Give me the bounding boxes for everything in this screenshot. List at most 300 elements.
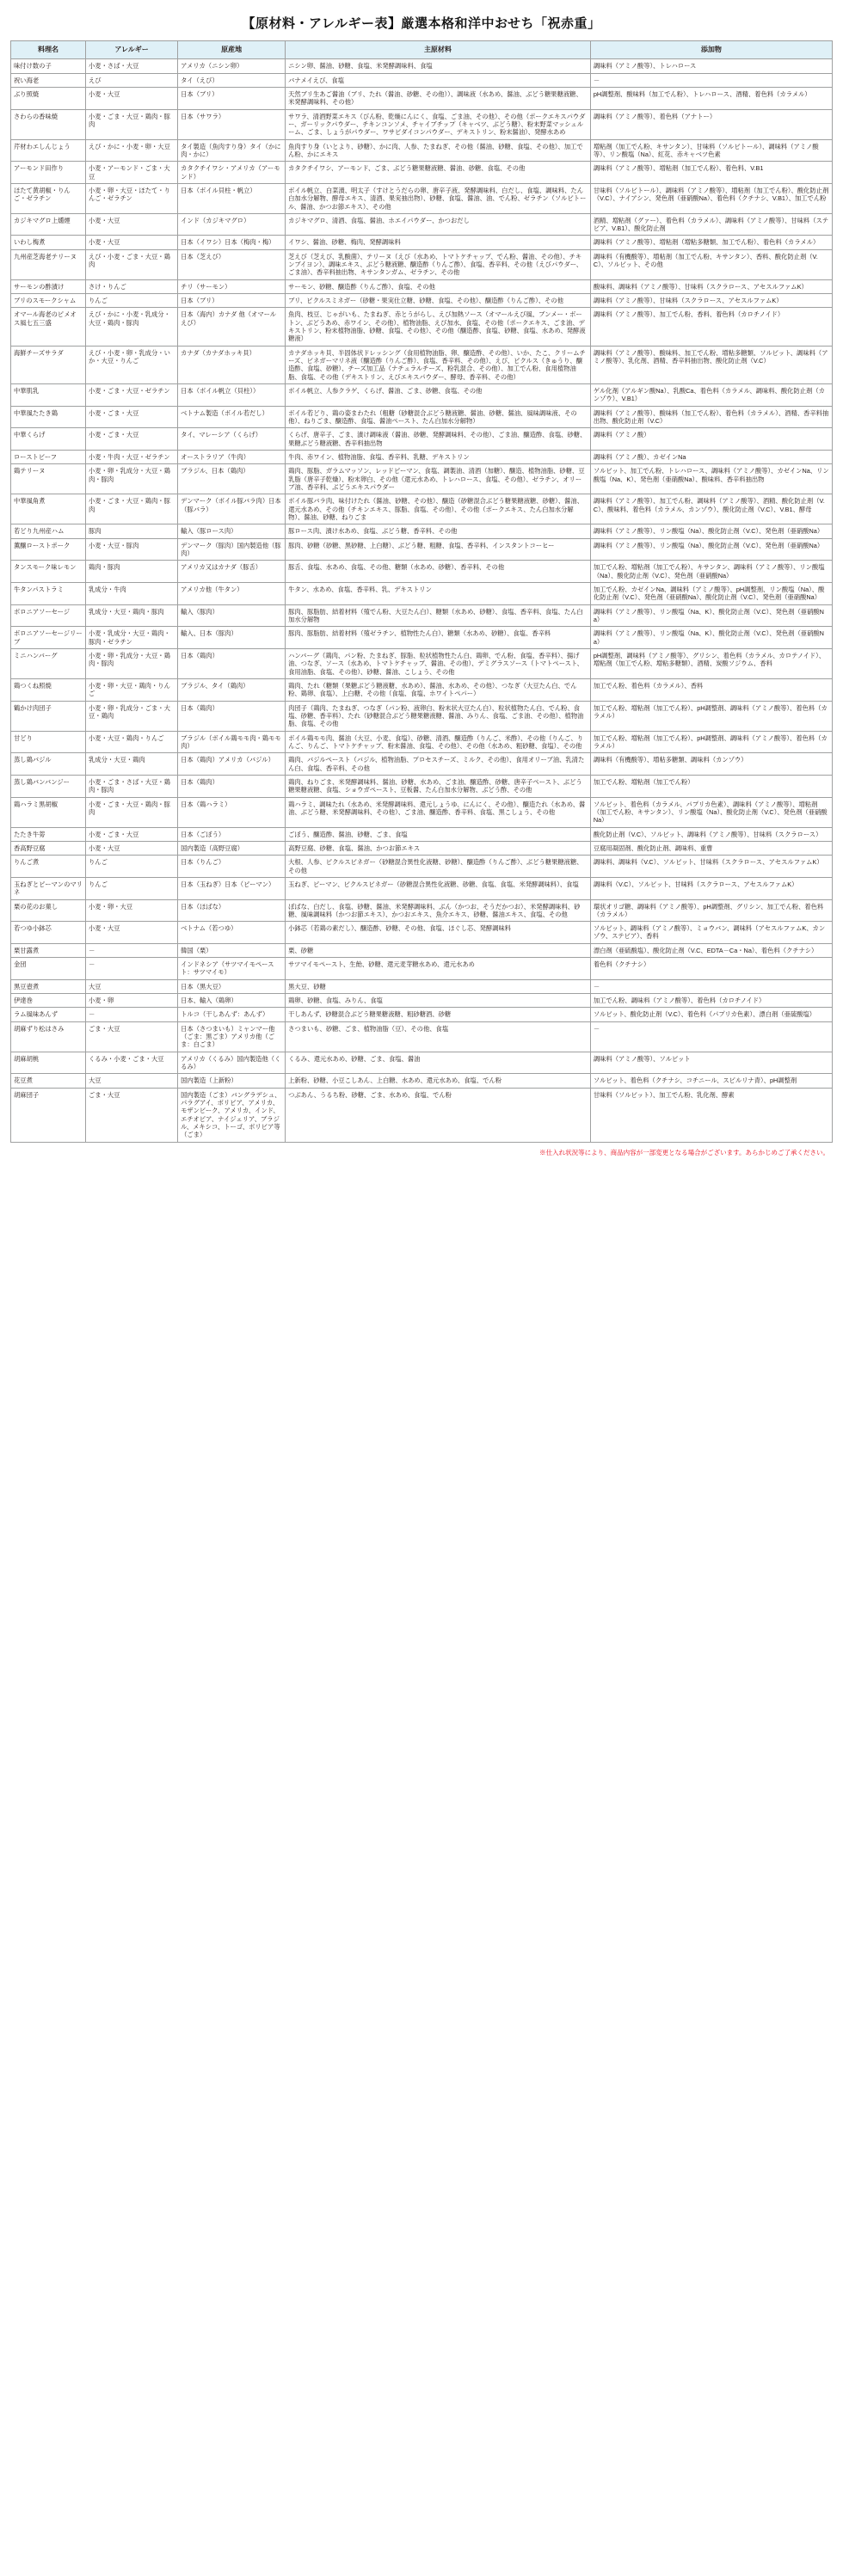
cell-allergy: 小麦・ごま・大豆・ゼラチン <box>86 384 178 407</box>
cell-allergy: りんご <box>86 856 178 878</box>
cell-main-ingredients: 鶏肉、バジルペースト（バジル、植物油脂、プロセスチーズ、ミルク、その他）、食用オリーブ油、乳清たん白、食塩、香辛料、その他 <box>286 753 591 776</box>
cell-origin: タイ、マレーシア（くらげ） <box>178 428 286 451</box>
table-row <box>11 1088 833 1142</box>
cell-main-ingredients: 牛肉、赤ワイン、植物油脂、食塩、香辛料、乳糖、デキストリン <box>286 451 591 464</box>
table-row <box>11 841 833 855</box>
cell-allergy: 小麦・大豆 <box>86 87 178 109</box>
cell-additives: ソルビット、調味料（アミノ酸等）、ミョウバン、調味料（アセスルファムK、カンゾウ、ステビア）、香料 <box>590 922 832 944</box>
cell-origin: 日本（りんご） <box>178 856 286 878</box>
cell-dish-name: 鶴かけ肉団子 <box>11 701 86 731</box>
table-row <box>11 384 833 407</box>
cell-origin: ベトナム製造（ボイル若だし） <box>178 406 286 428</box>
table-row <box>11 279 833 293</box>
cell-additives: 着色料（クチナシ） <box>590 958 832 980</box>
cell-additives: 調味料（有機酸等）、増粘多糖類、調味料（カンゾウ） <box>590 753 832 776</box>
cell-allergy: 小麦・ごま・大豆 <box>86 428 178 451</box>
footnote: ※仕入れ状況等により、商品内容が一部変更となる場合がございます。あらかじめご了承ください。 <box>539 1148 829 1156</box>
cell-additives: 調味料（アミノ酸） <box>590 428 832 451</box>
cell-additives: ソルビット、着色料（カラメル、パプリカ色素）、調味料（アミノ酸等）、増粘剤（加工でん粉、キサンタン）、リン酸塩（Na）、酸化防止剤（V.C）、発色剤（亜硝酸Na） <box>590 797 832 827</box>
cell-main-ingredients: くるみ、還元水あめ、砂糖、ごま、食塩、醤油 <box>286 1052 591 1074</box>
cell-main-ingredients: 黒大豆、砂糖 <box>286 979 591 993</box>
cell-additives: 加工でん粉、着色料（カラメル）、香料 <box>590 678 832 701</box>
table-header <box>11 41 833 59</box>
table-row <box>11 428 833 451</box>
cell-main-ingredients: ニシン卵、醤油、砂糖、食塩、米発酵調味料、食塩 <box>286 59 591 73</box>
cell-additives: 豆腐用凝固剤、酸化防止剤、調味料、重曹 <box>590 841 832 855</box>
table-row <box>11 943 833 957</box>
cell-additives: 加工でん粉、増粘剤（加工でん粉）、pH調整剤、調味料（アミノ酸等）、着色料（カラメル） <box>590 731 832 753</box>
cell-origin: 国内製造（高野豆腐） <box>178 841 286 855</box>
table-row <box>11 627 833 649</box>
cell-additives: 調味料（アミノ酸等）、リン酸塩（Na）、酸化防止剤（V.C）、発色剤（亜硝酸Na） <box>590 538 832 561</box>
cell-additives: pH調整剤、酸味料（加工でん粉）、トレハロース、酒精、着色料（カラメル） <box>590 87 832 109</box>
cell-additives: 加工でん粉、増粘剤（加工でん粉）、pH調整剤、調味料（アミノ酸等）、着色料（カラメル） <box>590 701 832 731</box>
cell-allergy: 豚肉 <box>86 524 178 538</box>
cell-origin: デンマーク（豚肉）国内製造他（豚肉） <box>178 538 286 561</box>
cell-main-ingredients: 天然ブリ生あご醤油（ブリ、たれ（醤油、砂糖、その他））、調味液（水あめ、醤油、ぶどう糖果糖液糖、米発酵調味料、その他） <box>286 87 591 109</box>
cell-dish-name: タンスモーク味レモン <box>11 561 86 583</box>
cell-allergy: － <box>86 958 178 980</box>
cell-origin: ブラジル（ボイル鶏モモ肉・鶏モモ肉） <box>178 731 286 753</box>
cell-origin: トルコ（干しあんず：あんず） <box>178 1008 286 1021</box>
cell-dish-name: 蒸し鶏バンバンジー <box>11 775 86 797</box>
cell-main-ingredients: イワシ、醤油、砂糖、梅肉、発酵調味料 <box>286 236 591 249</box>
cell-origin: 日本（鶏肉） <box>178 701 286 731</box>
table-row <box>11 604 833 627</box>
cell-additives: 漂白剤（亜硫酸塩）、酸化防止剤（V.C、EDTA－Ca・Na）、着色料（クチナシ） <box>590 943 832 957</box>
cell-main-ingredients: 鶏肉、豚脂、ガラムマッソン、レッドピーマン、食塩、調製油、清酒（加糖）、醸造、植物油脂、砂糖、豆乳脂（唐辛子乾燥）、粉末卵白、その他（還元水あめ、トレハロース、食塩、その他）、ゼラチン、オリーブ油、香辛料、ぶどうエキスパウダー <box>286 464 591 494</box>
cell-dish-name: サーモンの酢漬け <box>11 279 86 293</box>
cell-additives: 調味料（アミノ酸等）、増粘剤（加工でん粉）、着色料、V.B1 <box>590 162 832 184</box>
cell-main-ingredients: 鶏肉、ねりごま、米発酵調味料、醤油、砂糖、水あめ、ごま油、醸造酢、砂糖、唐辛子ペースト、ぶどう糖果糖液糖、食塩、ショウガペースト、豆板醤、たん白加水分解物、ぶどう酢、その他 <box>286 775 591 797</box>
cell-additives: 調味料（アミノ酸等）、甘味料（スクラロース、アセスルファムK） <box>590 294 832 308</box>
column-header-dish: 料理名 <box>11 41 86 59</box>
table-row <box>11 406 833 428</box>
cell-main-ingredients: 豚肉、豚脂肪、結着材料（殖ゼラチン、植物性たん白）、糖類（水あめ、砂糖）、食塩、香辛料 <box>286 627 591 649</box>
cell-additives: 加工でん粉、増粘剤（加工でん粉）、キサンタン、調味料（アミノ酸等）、リン酸塩（Na）、酸化防止剤（V.C）、発色剤（亜硝酸Na） <box>590 561 832 583</box>
cell-additives: 甘味料（ソルビトール）、調味料（アミノ酸等）、増粘剤（加工でん粉）、酸化防止剤（V.C）、ナイアシン、発色剤（亜硝酸Na）、着色料（クチナシ、V.B1）、加工でん粉 <box>590 183 832 213</box>
cell-additives: － <box>590 979 832 993</box>
cell-origin: 日本（鶏肉）アメリカ（バジル） <box>178 753 286 776</box>
table-row <box>11 1021 833 1052</box>
cell-origin: インド（カジキマグロ） <box>178 213 286 236</box>
cell-allergy: えび・かに・小麦・卵・大豆 <box>86 139 178 162</box>
cell-additives: 調味料（アミノ酸等）、加工でん粉、調味料（アミノ酸等）、酒精、酸化防止剤（V.C）、酸味料、着色料（カラメル、カンゾウ）、酸化防止剤（V.C）、V.B1、酵母 <box>590 494 832 524</box>
cell-allergy: 小麦・卵・大豆 <box>86 899 178 922</box>
cell-main-ingredients: ボイル豚バラ肉、味付けたれ（醤油、砂糖、その他）、醸造（砂糖混合ぶどう糖果糖液糖、砂糖）、醤油、還元水あめ、その他（チキンエキス、豚脂、食塩、その他）、その他（ポークエキス、たん白加水分解物）、醤油、砂糖、ねりごま <box>286 494 591 524</box>
cell-allergy: えび <box>86 73 178 87</box>
cell-additives: 調味料（アミノ酸等）、着色料（アナトー） <box>590 109 832 139</box>
cell-origin: 日本（黒大豆） <box>178 979 286 993</box>
cell-origin: 日本（鶏肉） <box>178 775 286 797</box>
table-row <box>11 236 833 249</box>
cell-allergy: 小麦・卵・乳成分・ごま・大豆・鶏肉 <box>86 701 178 731</box>
cell-dish-name: カジキマグロ上燻煙 <box>11 213 86 236</box>
cell-dish-name: 胡麻胡桃 <box>11 1052 86 1074</box>
table-row <box>11 731 833 753</box>
cell-additives: 甘味料（ソルビット）、加工でん粉、乳化剤、酵素 <box>590 1088 832 1142</box>
cell-origin: 日本、輸入（鶏卵） <box>178 994 286 1008</box>
cell-origin: 国内製造（ごま）バングラデシュ、パラグアイ、ボリビア、アメリカ、モザンビーク、アメリカ、インド、エチオピア、ナイジェリア、ブラジル、メキシコ、トーゴ、ボリビア等（ごま） <box>178 1088 286 1142</box>
cell-allergy: 小麦・大豆 <box>86 236 178 249</box>
cell-allergy: 小麦・ごま・大豆・鶏肉・豚肉 <box>86 494 178 524</box>
table-row <box>11 494 833 524</box>
table-row <box>11 856 833 878</box>
cell-main-ingredients: カジキマグロ、清酒、食塩、醤油、ホエイパウダー、かつおだし <box>286 213 591 236</box>
cell-origin: 日本（鶏ハラミ） <box>178 797 286 827</box>
cell-additives: 酸化防止剤（V.C）、ソルビット、調味料（アミノ酸等）、甘味料（スクラロース） <box>590 827 832 841</box>
cell-origin: 韓国（栗） <box>178 943 286 957</box>
cell-additives: 酒精、増粘剤（グァー）、着色料（カラメル）、調味料（アミノ酸等）、甘味料（ステビア、V.B1）、酸化防止剤 <box>590 213 832 236</box>
cell-allergy: 小麦・ごま・大豆 <box>86 827 178 841</box>
cell-additives: 調味料（アミノ酸等）、リン酸塩（Na、K）、酸化防止剤（V.C）、発色剤（亜硝酸Na） <box>590 627 832 649</box>
cell-main-ingredients: 魚肉、枝豆、じゃがいも、たまねぎ、赤とうがらし、えび加熱ソース（オマールえび風、ブンメー・ボートン、ぶどうあめ、赤ワイン、その他）、植物油脂、えび加水、食塩、その他（ポークエキス、ごま油、デキストリン、粉末植物油脂、砂糖、食塩、その他）、その他（醸造酢、食塩、砂糖、食塩、水あめ、発酵液糖液） <box>286 308 591 346</box>
cell-dish-name: 九州産芝海老テリーヌ <box>11 249 86 279</box>
cell-allergy: 小麦・さば・大豆 <box>86 59 178 73</box>
cell-dish-name: ラム風味あんず <box>11 1008 86 1021</box>
cell-dish-name: 祝い海老 <box>11 73 86 87</box>
cell-allergy: 乳成分・牛肉 <box>86 582 178 604</box>
column-header-origin: 原産地 <box>178 41 286 59</box>
cell-additives: 調味料（アミノ酸等）、リン酸塩（Na、K）、酸化防止剤（V.C）、発色剤（亜硝酸Na） <box>590 604 832 627</box>
cell-dish-name: ローストビーフ <box>11 451 86 464</box>
cell-origin: タイ（えび） <box>178 73 286 87</box>
table-row <box>11 346 833 383</box>
cell-main-ingredients: 肉団子（鶏肉、たまねぎ、つなぎ（パン粉、液卵白、粉末状大豆たん白）、粒状植物たん白、でん粉、食塩、砂糖、香辛料）、たれ（砂糖混合ぶどう糖果糖液糖、醤油、みりん、食塩、ごま油、その他）、植物油脂、食塩、その他 <box>286 701 591 731</box>
cell-main-ingredients: 鶏卵、砂糖、食塩、みりん、食塩 <box>286 994 591 1008</box>
cell-dish-name: ぶり照焼 <box>11 87 86 109</box>
cell-additives: ソルビット、着色料（クチナシ、コチニール、スピルリナ青）、pH調整剤 <box>590 1074 832 1088</box>
table-row <box>11 922 833 944</box>
cell-origin: インドネシア（サツマイモペースト：サツマイモ） <box>178 958 286 980</box>
cell-main-ingredients: 豚肉、砂糖（砂糖、黒砂糖、上白糖）、ぶどう糖、粗糖、食塩、香辛料、インスタントコーヒー <box>286 538 591 561</box>
cell-dish-name: 中華風たたき鶏 <box>11 406 86 428</box>
cell-main-ingredients: 豚ロース肉、漬け水あめ、食塩、ぶどう糖、香辛料、その他 <box>286 524 591 538</box>
cell-origin: 日本（ブリ） <box>178 294 286 308</box>
table-row <box>11 538 833 561</box>
cell-additives: 調味料（アミノ酸等）、酸味料、加工でん粉、増粘多糖類、ソルビット、調味料（アミノ酸等）、乳化剤、酒精、香辛料抽出物、酸化防止剤（V.C） <box>590 346 832 383</box>
cell-additives: 調味料（アミノ酸）、カゼインNa <box>590 451 832 464</box>
cell-main-ingredients: サワラ、清酒野菜エキス（びん粉、乾燥にんにく、食塩、ごま油、その他）、その他（ポークエキスパウダー、ガーリックパウダー、チキンコンソメ、チャイブチップ（キャベツ、ぶどう糖）、粉末野菜マッシュルーム、ごま、しょうがパウダー、ワサビダイコンパウダー、デキストリン、粉末醤油）、発酵水あめ <box>286 109 591 139</box>
table-row <box>11 582 833 604</box>
cell-dish-name: 玉ねぎとピーマンのマリネ <box>11 877 86 899</box>
cell-allergy: － <box>86 943 178 957</box>
cell-origin: 日本（ボイル貝柱・帆立） <box>178 183 286 213</box>
cell-main-ingredients: カタクチイワシ、アーモンド、ごま、ぶどう糖果糖液糖、醤油、砂糖、食塩、その他 <box>286 162 591 184</box>
cell-main-ingredients: くらげ、唐辛子、ごま、漬け調味液（醤油、砂糖、発酵調味料、その他）、ごま油、醸造酢、食塩、砂糖、果糖ぶどう糖液糖、香辛料抽出物 <box>286 428 591 451</box>
table-row <box>11 294 833 308</box>
table-row <box>11 464 833 494</box>
cell-additives: 環状オリゴ糖、調味料（アミノ酸等）、pH調整剤、グリシン、加工でん粉、着色料（カラメル） <box>590 899 832 922</box>
cell-allergy: えび・かに・小麦・乳成分・大豆・鶏肉・豚肉 <box>86 308 178 346</box>
cell-allergy: 小麦・ごま・大豆・鶏肉・豚肉 <box>86 797 178 827</box>
cell-allergy: 小麦・大豆 <box>86 213 178 236</box>
cell-origin: カナダ（カナダホッキ貝） <box>178 346 286 383</box>
table-row <box>11 775 833 797</box>
cell-origin: 輸入、日本（豚肉） <box>178 627 286 649</box>
cell-dish-name: 海鮮チーズサラダ <box>11 346 86 383</box>
table-row <box>11 1008 833 1021</box>
cell-allergy: くるみ・小麦・ごま・大豆 <box>86 1052 178 1074</box>
cell-origin: タイ製造（魚肉すり身）タイ（かに肉・かに） <box>178 139 286 162</box>
cell-origin: アメリカ他（牛タン） <box>178 582 286 604</box>
cell-main-ingredients: さつまいも、砂糖、ごま、植物油脂（豆）、その他、食塩 <box>286 1021 591 1052</box>
cell-allergy: さけ・りんご <box>86 279 178 293</box>
table-row <box>11 827 833 841</box>
column-header-main-ingredients: 主原材料 <box>286 41 591 59</box>
table-row <box>11 524 833 538</box>
cell-origin: 日本（芝えび） <box>178 249 286 279</box>
cell-dish-name: 芹材わエしんじょう <box>11 139 86 162</box>
cell-dish-name: 鶏つくね照焼 <box>11 678 86 701</box>
cell-dish-name: 薫醸ローストポーク <box>11 538 86 561</box>
table-row <box>11 753 833 776</box>
cell-dish-name: たたき牛蒡 <box>11 827 86 841</box>
cell-allergy: えび・小麦・卵・乳成分・いか・大豆・りんご <box>86 346 178 383</box>
cell-allergy: 小麦・大豆・豚肉 <box>86 538 178 561</box>
cell-additives: 調味料（アミノ酸等）、ソルビット <box>590 1052 832 1074</box>
cell-main-ingredients: 玉ねぎ、ピーマン、ビクルスビネガー（砂糖混合異性化液糖、砂糖、食塩、食塩、米発酵調味料）、食塩 <box>286 877 591 899</box>
table-row <box>11 678 833 701</box>
cell-main-ingredients: 牛タン、水あめ、食塩、香辛料、乳、デキストリン <box>286 582 591 604</box>
table-row <box>11 109 833 139</box>
cell-additives: 加工でん粉、増粘剤（加工でん粉） <box>590 775 832 797</box>
cell-origin: デンマーク（ボイル豚バラ肉）日本（豚バラ） <box>178 494 286 524</box>
cell-origin: オーストラリア（牛肉） <box>178 451 286 464</box>
cell-additives: 加工でん粉、調味料（アミノ酸等）、着色料（カロチノイド） <box>590 994 832 1008</box>
cell-main-ingredients: 鶏ハラミ、調味たれ（水あめ、米発酵調味料、還元しょうゆ、にんにく、その他）、醸造たれ（水あめ、醤油、ぶどう糖、米発酵調味料、その他）、ごま油、醸造酢、香辛料、食塩、黒こしょう、その他 <box>286 797 591 827</box>
table-row <box>11 648 833 678</box>
table-body <box>11 59 833 1142</box>
cell-allergy: 大豆 <box>86 1074 178 1088</box>
allergy-table <box>10 40 833 1143</box>
cell-main-ingredients: 栗、砂糖 <box>286 943 591 957</box>
cell-allergy: 小麦・大豆 <box>86 922 178 944</box>
cell-main-ingredients: 鶏肉、たれ（糖類（果糖ぶどう糖液糖、水あめ）、醤油、水あめ、その他）、つなぎ（大豆たん白、でん粉、鶏卵、食塩）、上白糖、その他（食塩、食塩、ホワイトペパー） <box>286 678 591 701</box>
table-row <box>11 308 833 346</box>
cell-dish-name: 黒豆壺煮 <box>11 979 86 993</box>
cell-allergy: 小麦・卵・乳成分・大豆・鶏肉・豚肉 <box>86 464 178 494</box>
cell-main-ingredients: ブリ、ピクルスミネガー（砂糖・果実仕立糖、砂糖、食塩、その他）、醸造酢（りんご酢）、その他 <box>286 294 591 308</box>
cell-allergy: りんご <box>86 877 178 899</box>
cell-main-ingredients: ボイル若どり、鶏の姿まわたれ（粗糖（砂糖混合ぶどう糖液糖、醤油、砂糖、醤油、風味調味液、その他）、ねりごま、醸造酢、食塩、醤油ペースト、たん白加水分解物） <box>286 406 591 428</box>
cell-additives: 調味料（アミノ酸等）、リン酸塩（Na）、酸化防止剤（V.C）、発色剤（亜硝酸Na） <box>590 524 832 538</box>
table-row <box>11 561 833 583</box>
cell-additives: － <box>590 73 832 87</box>
cell-main-ingredients: ボイル鶏モモ肉、醤油（大豆、小麦、食塩）、砂糖、清酒、醸造酢（りんご、米酢）、その他（りんご、りんご、りんご、トマトケチャップ、粉末醤油、食塩、その他）、その他（水あめ、粗砂糖、食塩）、その他 <box>286 731 591 753</box>
table-row <box>11 958 833 980</box>
cell-main-ingredients: カナダホッキ貝、半固体状ドレッシング（食用植物油脂、卵、醸造酢、その他）、いか、たこ、クリームチーズ、ビネガーマリネ液（醸造酢（りんご酢）、食塩、香辛料、その他）、えび、ピクルス（きゅうり、醸造酢、食塩、砂糖）、チーズ加工品（ナチュラルチーズ、粉乳混合、その他）、加工でん粉、食用植物油脂、食塩、その他（デキストリン、えびエキスパウダー、酵母、香辛料、その他） <box>286 346 591 383</box>
cell-main-ingredients: サツマイモペースト、生飴、砂糖、還元麦芽糖水あめ、還元水あめ <box>286 958 591 980</box>
cell-allergy: 小麦・ごま・さば・大豆・鶏肉・豚肉 <box>86 775 178 797</box>
cell-origin: 日本（鶏肉） <box>178 648 286 678</box>
column-header-allergy: アレルギー <box>86 41 178 59</box>
cell-allergy: 小麦・卵・大豆・ほたて・りんご・ゼラチン <box>86 183 178 213</box>
table-row <box>11 183 833 213</box>
cell-dish-name: 味付け数の子 <box>11 59 86 73</box>
cell-allergy: 小麦・卵・大豆・鶏肉・りんご <box>86 678 178 701</box>
cell-main-ingredients: 高野豆腐、砂糖、食塩、醤油、かつお節エキス <box>286 841 591 855</box>
table-header-row <box>11 41 833 59</box>
cell-main-ingredients: バナメイえび、食塩 <box>286 73 591 87</box>
cell-allergy: 小麦・乳成分・大豆・鶏肉・豚肉・ゼラチン <box>86 627 178 649</box>
cell-main-ingredients: 魚肉すり身（いとより、砂糖）、かに肉、人参、たまねぎ、その他（醤油、砂糖、食塩、その他）、加工でん粉、かにエキス <box>286 139 591 162</box>
table-row <box>11 1074 833 1088</box>
cell-additives: 増粘剤（加工でん粉、キサンタン）、甘味料（ソルビトール）、調味料（アミノ酸等）、リン酸塩（Na）、紅花、赤キャベツ色素 <box>590 139 832 162</box>
cell-additives: 調味料（アミノ酸等）、トレハロース <box>590 59 832 73</box>
cell-additives: － <box>590 1021 832 1052</box>
cell-dish-name: 中華くらげ <box>11 428 86 451</box>
cell-allergy: ごま・大豆 <box>86 1021 178 1052</box>
cell-main-ingredients: ボイル帆立、白菜漬、明太子（すけとうだらの卵、唐辛子液、発酵調味料、白だし、食塩、調味料、たん白加水分解物、酵母エキス、清酒、果実抽出物）、砂糖、食塩、醤油、油、でん粉、ゼラチン（ソルビトール、醤油、かつお節エキス）、その他 <box>286 183 591 213</box>
cell-additives: 加工でん粉、カゼインNa、調味料（アミノ酸等）、pH調整剤、リン酸塩（Na）、酸化防止剤（V.C）、発色剤（亜硝酸Na）、酸化防止剤（V.C）、発色剤（亜硝酸Na） <box>590 582 832 604</box>
table-row <box>11 877 833 899</box>
column-header-additives: 添加物 <box>590 41 832 59</box>
cell-origin: チリ（サーモン） <box>178 279 286 293</box>
cell-allergy: 乳成分・大豆・鶏肉・豚肉 <box>86 604 178 627</box>
cell-origin: 日本（さつまいも）ミャンマー他（ごま：黒ごま）アメリカ他（ごま：白ごま） <box>178 1021 286 1052</box>
cell-additives: ソルビット、酸化防止剤（V.C）、着色料（パプリカ色素）、漂白剤（亜硫酸塩） <box>590 1008 832 1021</box>
cell-origin: 輸入（豚肉） <box>178 604 286 627</box>
cell-origin: 日本（ごぼう） <box>178 827 286 841</box>
cell-origin: アメリカ又はカナダ（豚舌） <box>178 561 286 583</box>
table-row <box>11 162 833 184</box>
cell-allergy: 小麦・卵 <box>86 994 178 1008</box>
cell-dish-name: 鶏テリーヌ <box>11 464 86 494</box>
cell-main-ingredients: つぶあん、うるち粉、砂糖、ごま、水あめ、食塩、でん粉 <box>286 1088 591 1142</box>
cell-origin: 日本（ブリ） <box>178 87 286 109</box>
cell-dish-name: 花豆煮 <box>11 1074 86 1088</box>
table-row <box>11 1052 833 1074</box>
cell-allergy: 小麦・大豆 <box>86 841 178 855</box>
table-row <box>11 213 833 236</box>
cell-main-ingredients: サーモン、砂糖、醸造酢（りんご酢）、食塩、その他 <box>286 279 591 293</box>
table-row <box>11 87 833 109</box>
cell-dish-name: オマール海老のピメオス風七五三盛 <box>11 308 86 346</box>
cell-dish-name: 伊達巻 <box>11 994 86 1008</box>
cell-dish-name: ボロニアソーセージリーブ <box>11 627 86 649</box>
cell-dish-name: 胡麻ずり松はさみ <box>11 1021 86 1052</box>
cell-dish-name: 若つゆ小鉢芯 <box>11 922 86 944</box>
cell-additives: 調味料（アミノ酸等）、酸味料（加工でん粉）、着色料（カラメル）、酒精、香辛料抽出物、酸化防止剤（V.C） <box>590 406 832 428</box>
cell-dish-name: りんご煮 <box>11 856 86 878</box>
allergy-table-page <box>0 0 843 1162</box>
cell-dish-name: ボロニアソーセージ <box>11 604 86 627</box>
cell-allergy: ごま・大豆 <box>86 1088 178 1142</box>
cell-additives: 調味料（有機酸等）、増粘剤（加工でん粉、キサンタン）、香料、酸化防止剤（V.C）、ソルビット、その他 <box>590 249 832 279</box>
cell-allergy: 乳成分・大豆・鶏肉 <box>86 753 178 776</box>
table-row <box>11 249 833 279</box>
cell-dish-name: 中華肌乳 <box>11 384 86 407</box>
table-row <box>11 59 833 73</box>
cell-main-ingredients: 大根、人参、ピクルスビネガー（砂糖混合異性化液糖、砂糖）、醸造酢（りんご酢）、ぶどう糖果糖液糖、その他 <box>286 856 591 878</box>
cell-origin: アメリカ（くるみ）国内製造他（くるみ） <box>178 1052 286 1074</box>
cell-main-ingredients: 豚肉、豚脂肪、結着材料（殖でん粉、大豆たん白）、糖類（水あめ、砂糖）、食塩、香辛料、食塩、たん白加水分解物 <box>286 604 591 627</box>
cell-origin: 日本（ほばな） <box>178 899 286 922</box>
cell-allergy: 小麦・牛肉・大豆・ゼラチン <box>86 451 178 464</box>
cell-dish-name: 若どり九州産ハム <box>11 524 86 538</box>
cell-dish-name: さわらの香味焼 <box>11 109 86 139</box>
cell-allergy: 小麦・大豆・鶏肉・りんご <box>86 731 178 753</box>
cell-origin: 日本（海内）カナダ 他（オマール えび） <box>178 308 286 346</box>
cell-allergy: 小麦・ごま・大豆・鶏肉・豚肉 <box>86 109 178 139</box>
cell-main-ingredients: 上新粉、砂糖、小豆こしあん、上白糖、水あめ、還元水あめ、食塩、でん粉 <box>286 1074 591 1088</box>
cell-allergy: 鶏肉・豚肉 <box>86 561 178 583</box>
cell-allergy: 小麦・卵・乳成分・大豆・鶏肉・豚肉 <box>86 648 178 678</box>
cell-main-ingredients: ボイル帆立、人参クラゲ、くらげ、醤油、ごま、砂糖、食塩、その他 <box>286 384 591 407</box>
table-row <box>11 701 833 731</box>
cell-allergy: 大豆 <box>86 979 178 993</box>
cell-dish-name: 中華風角煮 <box>11 494 86 524</box>
cell-additives: pH調整剤、調味料（アミノ酸等）、グリシン、着色料（カラメル、カロテノイド）、増粘剤（加工でん粉、増粘多糖類）、酒精、炭酸ソジウム、香料 <box>590 648 832 678</box>
cell-main-ingredients: ごぼう、醸造酢、醤油、砂糖、ごま、食塩 <box>286 827 591 841</box>
cell-additives: 調味料（アミノ酸等）、増粘剤（増粘多糖類、加工でん粉）、着色料（カラメル） <box>590 236 832 249</box>
cell-dish-name: 香高野豆腐 <box>11 841 86 855</box>
table-row <box>11 139 833 162</box>
cell-allergy: えび・小麦・ごま・大豆・鶏肉 <box>86 249 178 279</box>
cell-dish-name: 胡麻団子 <box>11 1088 86 1142</box>
cell-additives: ゲル化剤（アルギン酸Na）、乳酸Ca、着色料（カラメル、調味料、酸化防止剤（カンゾウ）、V.B1） <box>590 384 832 407</box>
page-title: 【原材料・アレルギー表】厳選本格和洋中おせち「祝赤重」 <box>242 16 601 31</box>
cell-dish-name: 甘どり <box>11 731 86 753</box>
cell-allergy: りんご <box>86 294 178 308</box>
cell-allergy: － <box>86 1008 178 1021</box>
cell-main-ingredients: ぼばな、白だし、食塩、砂糖、醤油、米発酵調味料、ぶん（かつお、そうだかつお）、米発酵調味料、砂糖、風味調味料（かつお節エキス）、かつおエキス、魚介エキス、砂糖、醤油エキス、食塩、その他 <box>286 899 591 922</box>
cell-origin: ブラジル、タイ（鶏肉） <box>178 678 286 701</box>
cell-dish-name: ミニハンバーグ <box>11 648 86 678</box>
cell-origin: 日本（イワシ）日本（梅肉・梅） <box>178 236 286 249</box>
cell-additives: 酸味料、調味料（アミノ酸等）、甘味料（スクラロース、アセスルファムK） <box>590 279 832 293</box>
cell-main-ingredients: 芝えび（芝えび、乳酸菌）、テリーヌ（えび（水あめ、トマトケチャップ、でん粉、醤油、その他）、チキンブイヨン）、調味エキス、ぶどう糖液糖、醸造酢（りんご酢）、食塩、香辛料、その他（えびパウダー、ごま油）、香辛料抽出物、キサンタンガム、ゼラチン、その他 <box>286 249 591 279</box>
cell-dish-name: 蒸し鶏バジル <box>11 753 86 776</box>
cell-main-ingredients: ハンバーグ（鶏肉、パン粉、たまねぎ、豚脂、粒状植物性たん白、鶏卵、でん粉、食塩、香辛料）、揚げ油、つなぎ、ソース（水あめ、トマトケチャップ、醤油、その他）、デミグラスソース（トマトペースト、食用油脂、食塩、その他）、砂糖、醤油、こしょう、その他 <box>286 648 591 678</box>
cell-dish-name: ほたて黄胡椒・りんご・ゼラチン <box>11 183 86 213</box>
table-row <box>11 979 833 993</box>
cell-dish-name: 栗甘露煮 <box>11 943 86 957</box>
cell-origin: ブラジル、日本（鶏肉） <box>178 464 286 494</box>
cell-origin: 日本（玉ねぎ）日本（ピーマン） <box>178 877 286 899</box>
table-row <box>11 899 833 922</box>
cell-origin: アメリカ（ニシン卵） <box>178 59 286 73</box>
cell-dish-name: いわし梅煮 <box>11 236 86 249</box>
cell-origin: 輸入（豚ロース肉） <box>178 524 286 538</box>
table-row <box>11 451 833 464</box>
cell-origin: 日本（サワラ） <box>178 109 286 139</box>
table-row <box>11 797 833 827</box>
cell-dish-name: 栗の花のお菓し <box>11 899 86 922</box>
cell-origin: ベトナム（若つゆ） <box>178 922 286 944</box>
cell-origin: 国内製造（上新粉） <box>178 1074 286 1088</box>
cell-dish-name: 金団 <box>11 958 86 980</box>
cell-main-ingredients: 干しあんず、砂糖混合ぶどう糖果糖液糖、粗砂糖酒、砂糖 <box>286 1008 591 1021</box>
cell-additives: 調味料、調味料（V.C）、ソルビット、甘味料（スクラロース、アセスルファムK） <box>590 856 832 878</box>
table-row <box>11 73 833 87</box>
cell-allergy: 小麦・アーモンド・ごま・大豆 <box>86 162 178 184</box>
cell-main-ingredients: 豚舌、食塩、水あめ、食塩、その他、糖類（水あめ、砂糖）、香辛料、その他 <box>286 561 591 583</box>
cell-dish-name: 牛タンパストラミ <box>11 582 86 604</box>
cell-origin: カタクチイワシ・アメリカ（アーモンド） <box>178 162 286 184</box>
cell-additives: ソルビット、加工でん粉、トレハロース、調味料（アミノ酸等）、カゼインNa、リン酸塩（Na、K）、発色剤（亜硝酸Na）、酸味料、香辛料抽出物 <box>590 464 832 494</box>
table-row <box>11 994 833 1008</box>
cell-additives: 調味料（V.C）、ソルビット、甘味料（スクラロース、アセスルファムK） <box>590 877 832 899</box>
cell-additives: 調味料（アミノ酸等）、加工でん粉、香料、着色料（カロチノイド） <box>590 308 832 346</box>
cell-origin: 日本（ボイル帆立（貝柱）） <box>178 384 286 407</box>
cell-main-ingredients: 小鉢芯（若鶏の素だし）、醸造酢、砂糖、その他、食塩、ほぐし芯、発酵調味料 <box>286 922 591 944</box>
cell-dish-name: 鶏ハラミ黒胡椒 <box>11 797 86 827</box>
cell-allergy: 小麦・ごま・大豆 <box>86 406 178 428</box>
cell-dish-name: アーモンド田作り <box>11 162 86 184</box>
cell-dish-name: ブリのスモークシャム <box>11 294 86 308</box>
